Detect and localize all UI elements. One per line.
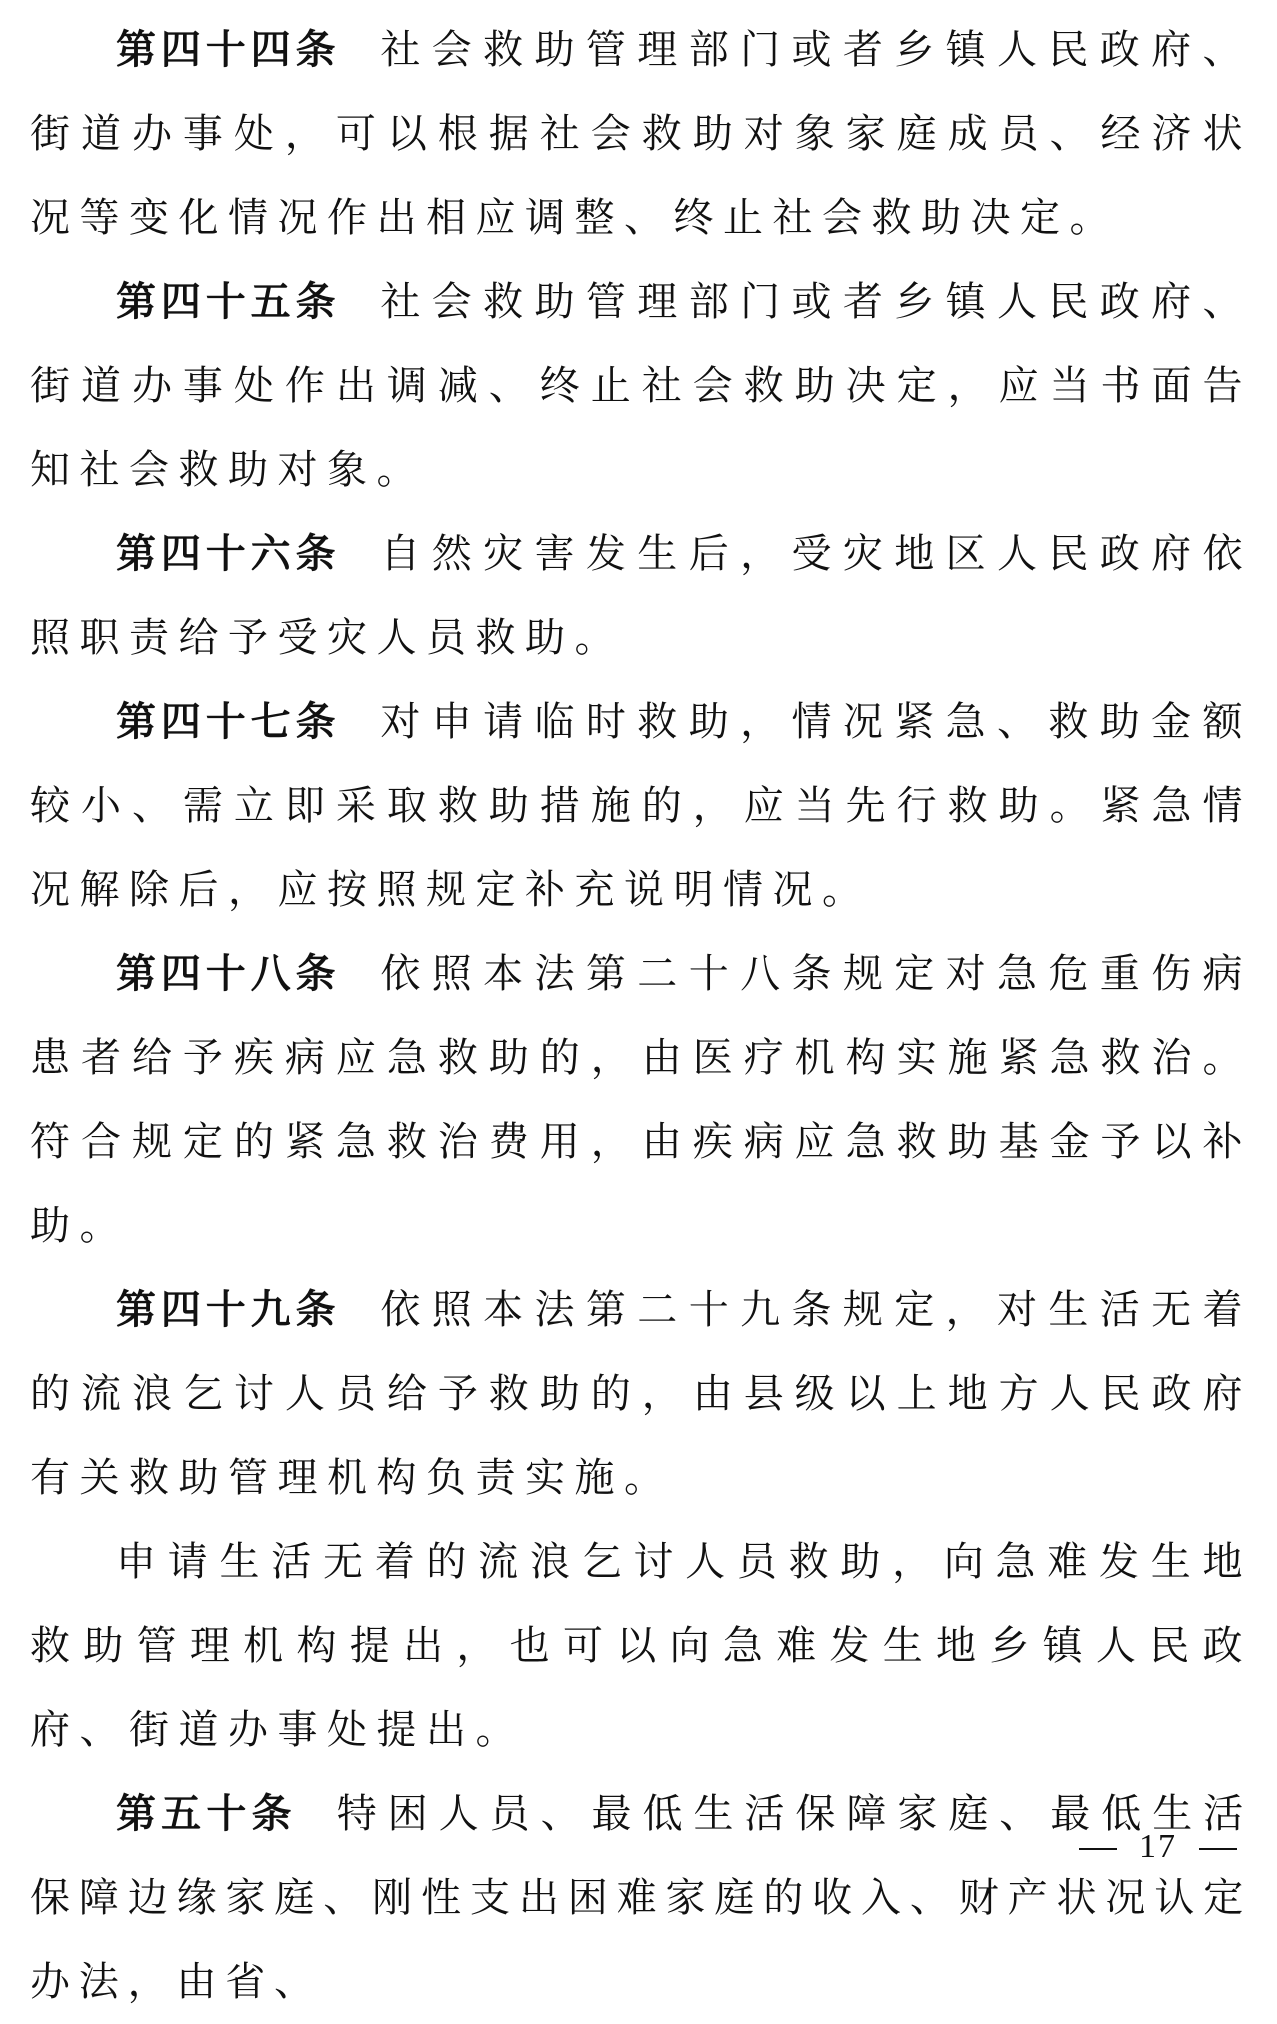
- article-49-paragraph-2: [30, 1520, 1252, 1772]
- right-dash: [1199, 1848, 1237, 1850]
- article-number: 第四十五条: [116, 279, 341, 325]
- article-text: 社会救助管理部门或者乡镇人民政府、街道办事处，可以根据社会救助对象家庭成员、经济状况等变化情况作出相应调整、终止社会救助决定。: [30, 27, 1253, 241]
- page-number: 17: [1139, 1828, 1177, 1865]
- article-number: 第四十七条: [116, 699, 341, 745]
- article-48: [30, 932, 1252, 1268]
- article-49: [30, 1268, 1252, 1520]
- article-46: [30, 512, 1252, 680]
- article-number: 第四十八条: [116, 951, 341, 997]
- article-text: 申请生活无着的流浪乞讨人员救助，向急难发生地救助管理机构提出，也可以向急难发生地乡镇人民政府、街道办事处提出。: [30, 1539, 1252, 1753]
- article-44: [30, 8, 1252, 260]
- article-number: 第四十九条: [116, 1287, 341, 1333]
- article-50: [30, 1772, 1252, 2024]
- page-footer: [0, 1828, 1277, 1866]
- article-text: 对申请临时救助，情况紧急、救助金额较小、需立即采取救助措施的，应当先行救助。紧急情况解除后，应按照规定补充说明情况。: [30, 699, 1253, 913]
- article-number: 第四十六条: [116, 531, 341, 577]
- article-47: [30, 680, 1252, 932]
- article-45: [30, 260, 1252, 512]
- document-body: [30, 8, 1252, 2024]
- article-number: 第五十条: [116, 1791, 297, 1837]
- article-text: 依照本法第二十九条规定，对生活无着的流浪乞讨人员给予救助的，由县级以上地方人民政府有关救助管理机构负责实施。: [30, 1287, 1253, 1501]
- article-number: 第四十四条: [116, 27, 341, 73]
- article-text: 自然灾害发生后，受灾地区人民政府依照职责给予受灾人员救助。: [30, 531, 1253, 661]
- article-text: 特困人员、最低生活保障家庭、最低生活保障边缘家庭、刚性支出困难家庭的收入、财产状况认定办法，由省、: [30, 1791, 1252, 2005]
- article-text: 社会救助管理部门或者乡镇人民政府、街道办事处作出调减、终止社会救助决定，应当书面告知社会救助对象。: [30, 279, 1253, 493]
- left-dash: [1079, 1848, 1117, 1850]
- article-text: 依照本法第二十八条规定对急危重伤病患者给予疾病应急救助的，由医疗机构实施紧急救治。符合规定的紧急救治费用，由疾病应急救助基金予以补助。: [30, 951, 1253, 1249]
